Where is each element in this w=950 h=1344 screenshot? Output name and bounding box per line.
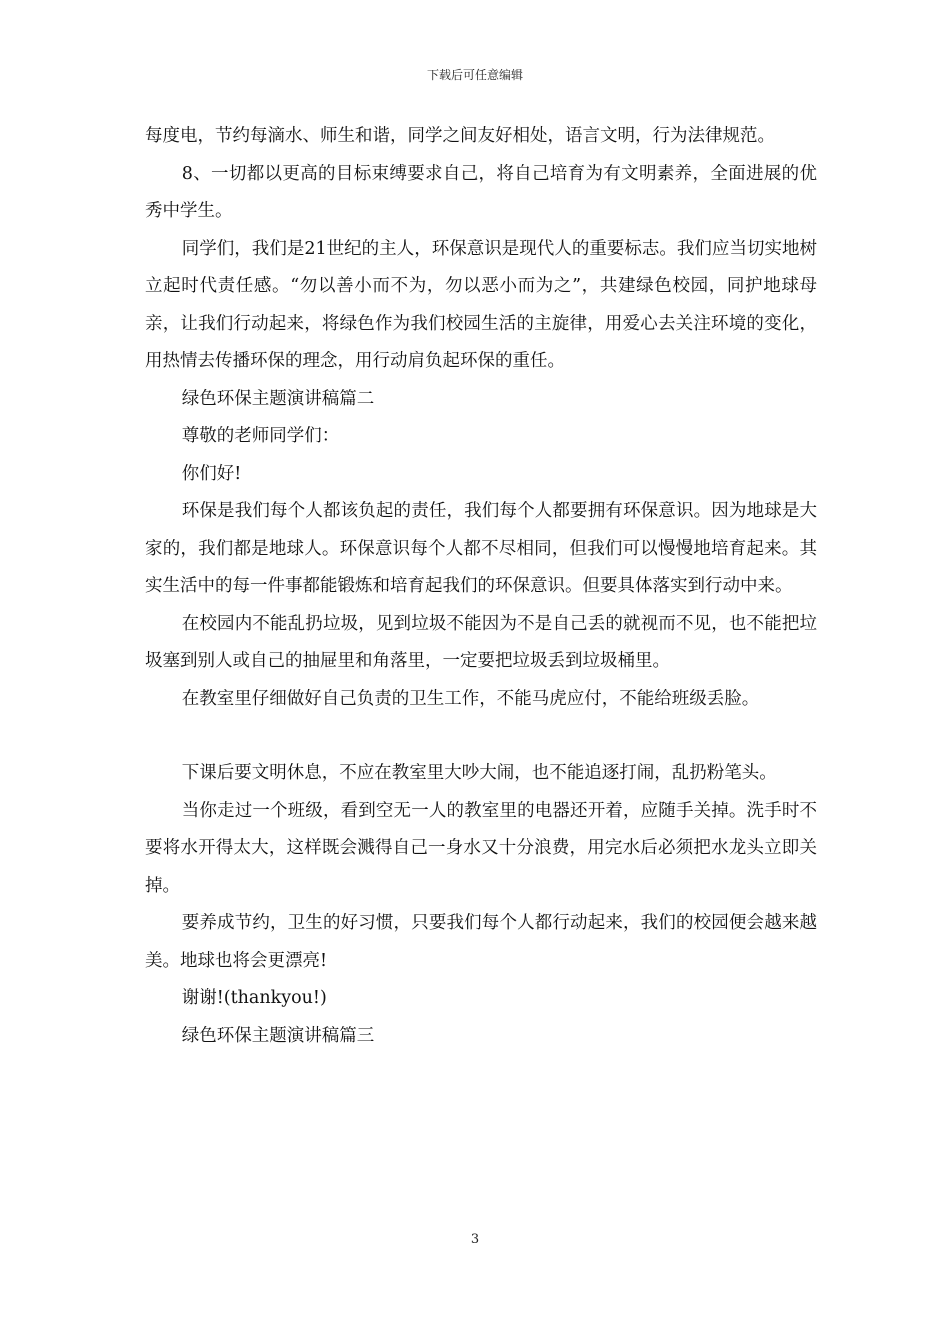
paragraph: 环保是我们每个人都该负起的责任，我们每个人都要拥有环保意识。因为地球是大家的，我们都是地球人。环保意识每个人都不尽相同，但我们可以慢慢地培育起来。其实生活中的每一件事都能锻炼和培育起我们的环保意识。但要具体落实到行动中来。 — [145, 501, 817, 596]
paragraph: 每度电，节约每滴水、师生和谐，同学之间友好相处，语言文明，行为法律规范。 — [145, 126, 775, 146]
blank-line — [145, 718, 817, 755]
paragraph: 8、一切都以更高的目标束缚要求自己，将自己培育为有文明素养，全面进展的优秀中学生。 — [145, 163, 817, 221]
closing: 谢谢!(thankyou!) — [181, 988, 327, 1008]
paragraph: 在校园内不能乱扔垃圾，见到垃圾不能因为不是自己丢的就视而不见，也不能把垃圾塞到别人或自己的抽屉里和角落里，一定要把垃圾丢到垃圾桶里。 — [145, 613, 817, 671]
salutation: 尊敬的老师同学们： — [181, 426, 340, 446]
paragraph: 同学们，我们是21世纪的主人，环保意识是现代人的重要标志。我们应当切实地树立起时代责任感。“勿以善小而不为，勿以恶小而为之”，共建绿色校园，同护地球母亲，让我们行动起来，将绿色作为我们校园生活的主旋律，用爱心去关注环境的变化，用热情去传播环保的理念，用行动肩负起环保的重任。 — [145, 238, 817, 371]
page-header: 下载后可任意编辑 — [426, 68, 523, 82]
paragraph: 在教室里仔细做好自己负责的卫生工作，不能马虎应付，不能给班级丢脸。 — [181, 688, 760, 709]
section-heading: 绿色环保主题演讲稿篇三 — [181, 1025, 375, 1046]
document-body — [145, 118, 817, 1055]
paragraph: 要养成节约，卫生的好习惯，只要我们每个人都行动起来，我们的校园便会越来越美。地球也将会更漂亮! — [145, 913, 817, 971]
greeting: 你们好! — [181, 463, 242, 484]
page-number: 3 — [470, 1232, 480, 1247]
paragraph: 下课后要文明休息，不应在教室里大吵大闹，也不能追逐打闹，乱扔粉笔头。 — [181, 763, 777, 783]
paragraph: 当你走过一个班级，看到空无一人的教室里的电器还开着，应随手关掉。洗手时不要将水开得太大，这样既会溅得自己一身水又十分浪费，用完水后必须把水龙头立即关掉。 — [145, 800, 817, 896]
section-heading: 绿色环保主题演讲稿篇二 — [181, 388, 375, 409]
